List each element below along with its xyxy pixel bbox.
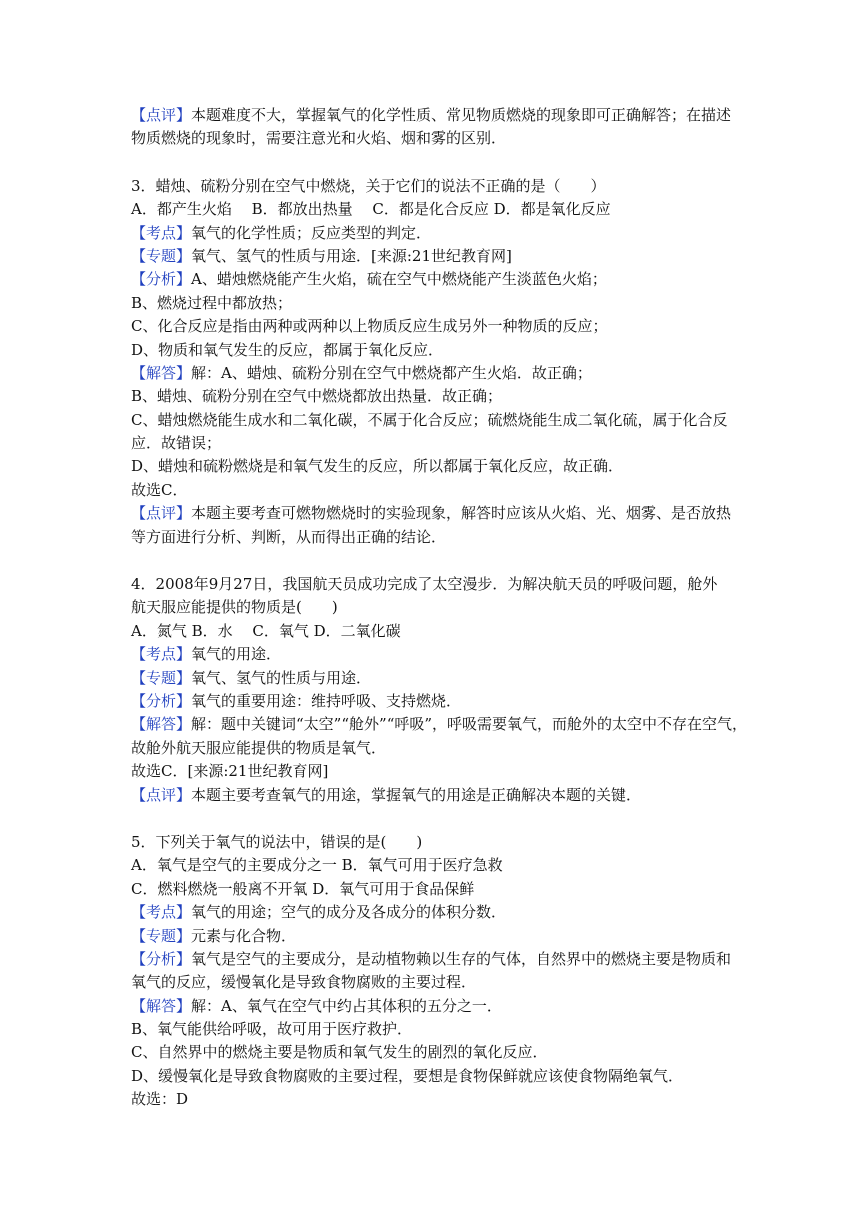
fenxi-text: 氧气是空气的主要成分，是动植物赖以生存的气体，自然界中的燃烧主要是物质和 xyxy=(191,949,732,968)
comment-line xyxy=(131,104,731,127)
q4-dianping xyxy=(131,784,731,807)
q4-options: A．氮气 B．水 C．氧气 D．二氧化碳 xyxy=(131,621,401,640)
q3-jieda xyxy=(131,362,731,385)
q5-options-2: C．燃料燃烧一般离不开氧 D．氧气可用于食品保鲜 xyxy=(131,879,475,898)
kaodian-tag: 【考点】 xyxy=(131,645,192,664)
q5-jieda-line: D、缓慢氧化是导致食物腐败的主要过程，要想是食物保鲜就应该使食物隔绝氧气． xyxy=(131,1066,684,1085)
jieda-text: 解：题中关键词“太空”“舱外”“呼吸”，呼吸需要氧气，而舱外的太空中不存在空气， xyxy=(191,715,748,734)
fenxi-tag: 【分析】 xyxy=(131,949,192,968)
zhuanti-text: 氧气、氢气的性质与用途． xyxy=(191,668,372,687)
q3-dianping xyxy=(131,502,731,525)
q5-options-1: A．氧气是空气的主要成分之一 B．氧气可用于医疗急救 xyxy=(131,856,503,875)
dianping-tag: 【点评】 xyxy=(131,504,192,523)
kaodian-text: 氧气的化学性质；反应类型的判定． xyxy=(191,223,432,242)
fenxi-tag: 【分析】 xyxy=(131,270,192,289)
q3-jieda-line: 应．故错误； xyxy=(131,434,222,453)
comment-line-2: 物质燃烧的现象时，需要注意光和火焰、烟和雾的区别． xyxy=(131,129,507,148)
fenxi-text: 氧气的重要用途：维持呼吸、支持燃烧． xyxy=(191,691,462,710)
zhuanti-tag: 【专题】 xyxy=(131,668,192,687)
q5-jieda-line: C、自然界中的燃烧主要是物质和氧气发生的剧烈的氧化反应． xyxy=(131,1043,548,1062)
q3-zhuanti xyxy=(131,245,731,268)
q3-options: A．都产生火焰 B．都放出热量 C．都是化合反应 D．都是氧化反应 xyxy=(131,200,611,219)
q3-fenxi-line: C、化合反应是指由两种或两种以上物质反应生成另外一种物质的反应； xyxy=(131,317,608,336)
q3-stem: 3．蜡烛、硫粉分别在空气中燃烧，关于它们的说法不正确的是（ ） xyxy=(131,176,606,195)
q3-jieda-line: C、蜡烛燃烧能生成水和二氧化碳，不属于化合反应；硫燃烧能生成二氧化硫，属于化合反 xyxy=(131,410,728,429)
q3-kaodian xyxy=(131,222,731,245)
jieda-text: 解：A、氧气在空气中约占其体积的五分之一． xyxy=(191,996,502,1015)
q3-fenxi xyxy=(131,268,731,291)
kaodian-text: 氧气的用途；空气的成分及各成分的体积分数． xyxy=(191,903,507,922)
jieda-tag: 【解答】 xyxy=(131,996,192,1015)
q3-dianping-line-2: 等方面进行分析、判断，从而得出正确的结论． xyxy=(131,527,447,546)
dianping-text: 本题主要考查氧气的用途，掌握氧气的用途是正确解决本题的关键． xyxy=(191,785,642,804)
q4-kaodian xyxy=(131,643,731,666)
q4-jieda xyxy=(131,713,748,736)
q4-answer: 故选C．[来源:21世纪教育网] xyxy=(131,762,329,781)
dianping-text: 本题主要考查可燃物燃烧时的实验现象，解答时应该从火焰、光、烟雾、是否放热 xyxy=(191,504,732,523)
kaodian-tag: 【考点】 xyxy=(131,223,192,242)
zhuanti-text: 元素与化合物． xyxy=(191,926,297,945)
zhuanti-text: 氧气、氢气的性质与用途．[来源:21世纪教育网] xyxy=(191,246,512,265)
zhuanti-tag: 【专题】 xyxy=(131,246,192,265)
document-content xyxy=(131,104,748,1112)
q4-stem: 4．2008年9月27日，我国航天员成功完成了太空漫步．为解决航天员的呼吸问题，舱外 xyxy=(131,575,718,594)
comment-tag: 【点评】 xyxy=(131,106,192,124)
q4-stem-2: 航天服应能提供的物质是( ) xyxy=(131,598,338,617)
q3-fenxi-line: B、燃烧过程中都放热； xyxy=(131,293,293,312)
q5-answer: 故选：D xyxy=(131,1090,189,1109)
q3-jieda-line: D、蜡烛和硫粉燃烧是和氧气发生的反应，所以都属于氧化反应，故正确． xyxy=(131,457,624,476)
kaodian-text: 氧气的用途． xyxy=(191,645,282,664)
q3-jieda-line: B、蜡烛、硫粉分别在空气中燃烧都放出热量．故正确； xyxy=(131,387,503,406)
comment-text: 本题难度不大，掌握氧气的化学性质、常见物质燃烧的现象即可正确解答；在描述 xyxy=(191,106,732,124)
zhuanti-tag: 【专题】 xyxy=(131,926,192,945)
q5-stem: 5．下列关于氧气的说法中，错误的是( ) xyxy=(131,832,423,851)
q5-zhuanti xyxy=(131,925,731,948)
q5-jieda xyxy=(131,995,731,1018)
q5-fenxi xyxy=(131,948,731,971)
jieda-tag: 【解答】 xyxy=(131,363,192,382)
jieda-tag: 【解答】 xyxy=(131,715,192,734)
kaodian-tag: 【考点】 xyxy=(131,903,192,922)
jieda-text: 解：A、蜡烛、硫粉分别在空气中燃烧都产生火焰．故正确； xyxy=(191,363,592,382)
fenxi-tag: 【分析】 xyxy=(131,691,192,710)
fenxi-text: A、蜡烛燃烧能产生火焰，硫在空气中燃烧能产生淡蓝色火焰； xyxy=(191,270,607,289)
q4-zhuanti xyxy=(131,667,731,690)
q5-fenxi-line-2: 氧气的反应，缓慢氧化是导致食物腐败的主要过程． xyxy=(131,973,477,992)
q3-answer: 故选C． xyxy=(131,480,188,499)
q5-kaodian xyxy=(131,901,731,924)
q4-fenxi xyxy=(131,690,731,713)
q3-fenxi-line: D、物质和氧气发生的反应，都属于氧化反应． xyxy=(131,340,444,359)
q4-jieda-line: 故舱外航天服应能提供的物质是氧气． xyxy=(131,738,387,757)
dianping-tag: 【点评】 xyxy=(131,785,192,804)
q5-jieda-line: B、氧气能供给呼吸，故可用于医疗救护． xyxy=(131,1020,413,1039)
